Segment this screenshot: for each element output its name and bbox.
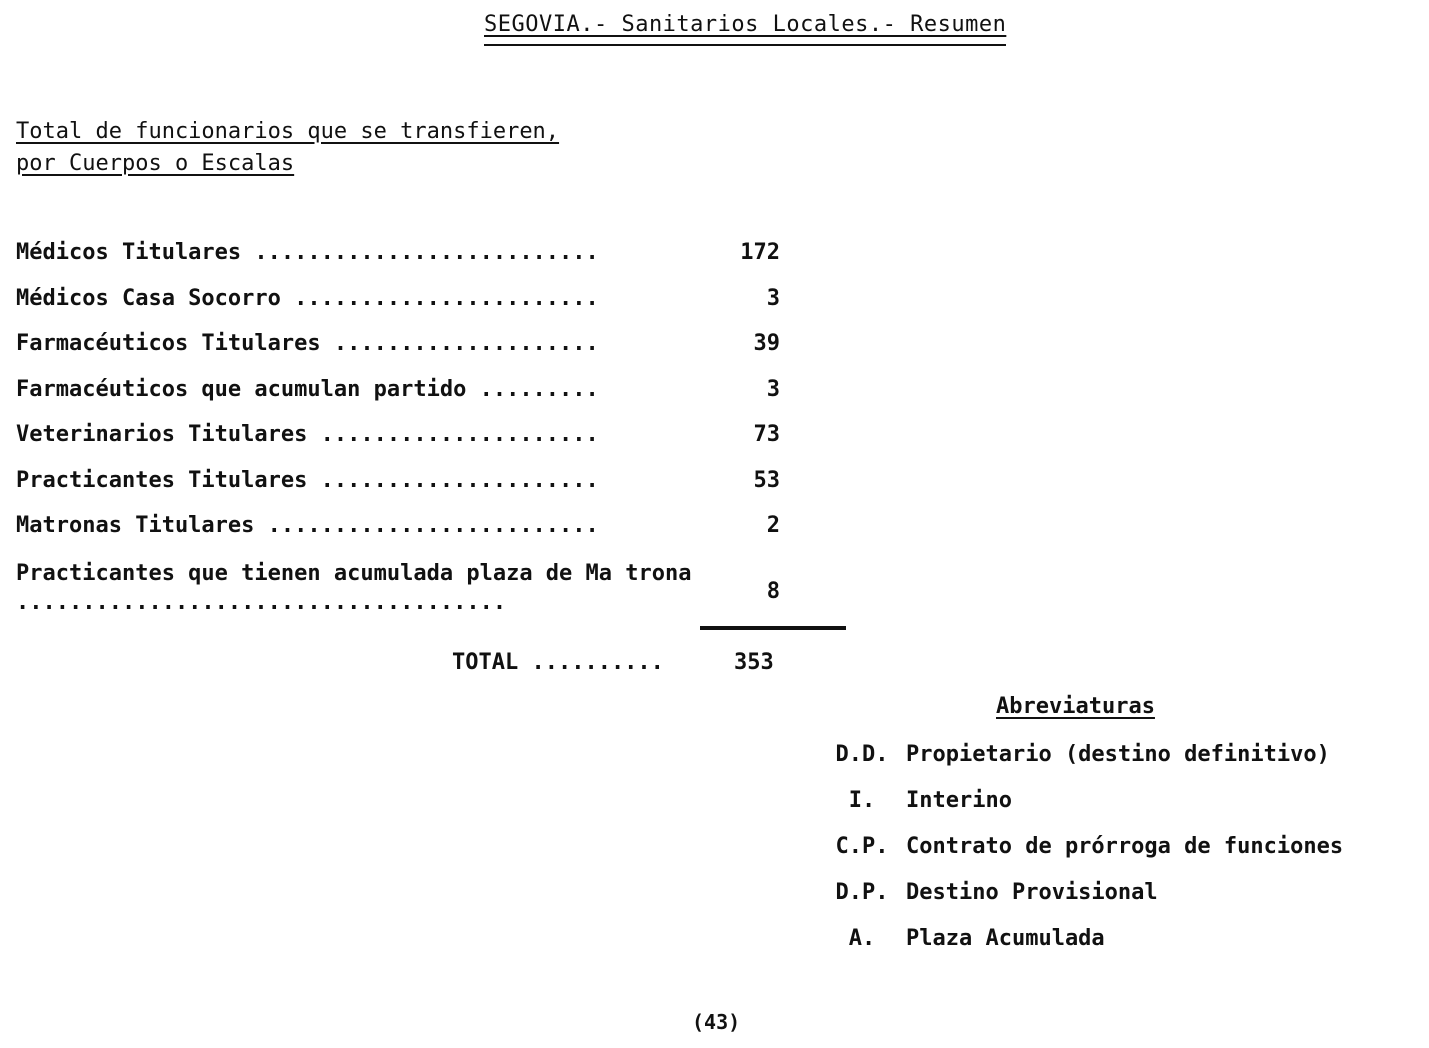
- total-label: TOTAL ..........: [452, 650, 664, 675]
- list-item: [16, 373, 796, 419]
- abbreviation-code: I.: [848, 788, 876, 813]
- section-subtitle: [16, 116, 559, 180]
- sum-divider: [700, 626, 846, 630]
- subtitle-line-2: por Cuerpos o Escalas: [16, 151, 295, 176]
- row-label: Médicos Casa Socorro .......................: [16, 285, 599, 311]
- list-item: [16, 555, 796, 617]
- row-value: 3: [766, 285, 780, 311]
- row-label: Farmacéuticos Titulares ....................: [16, 331, 599, 356]
- list-item: [16, 236, 796, 282]
- subtitle-line-1: Total de funcionarios que se transfieren,: [16, 119, 560, 144]
- abbreviation-code: C.P.: [835, 834, 889, 859]
- staff-summary-list: [16, 236, 796, 617]
- page-number: (43): [692, 1010, 741, 1034]
- row-label: Farmacéuticos que acumulan partido .........: [16, 376, 599, 402]
- row-label: Matronas Titulares .........................: [16, 513, 599, 538]
- abbreviation-code: D.D.: [835, 742, 889, 767]
- total-row: [452, 650, 774, 675]
- row-label: Practicantes que tienen acumulada plaza de Ma trona .....................................: [16, 560, 692, 615]
- abbreviation-meaning: Plaza Acumulada: [906, 926, 1105, 951]
- row-value: 172: [740, 240, 780, 265]
- row-value: 8: [766, 578, 780, 604]
- row-value: 3: [766, 376, 780, 402]
- abbreviation-meaning: Destino Provisional: [906, 880, 1158, 905]
- row-value: 53: [753, 467, 780, 493]
- row-label: Practicantes Titulares .....................: [16, 467, 599, 493]
- abbreviation-code: D.P.: [835, 880, 889, 905]
- abbreviation-meaning: Contrato de prórroga de funciones: [906, 834, 1344, 859]
- abbreviation-meaning: Propietario (destino definitivo): [906, 742, 1330, 767]
- row-value: 39: [753, 331, 780, 356]
- list-item: [16, 418, 796, 464]
- total-value: 353: [734, 650, 774, 675]
- abbreviation-meaning: Interino: [906, 788, 1012, 813]
- page-title: SEGOVIA.- Sanitarios Locales.- Resumen: [484, 12, 1007, 37]
- row-label: Veterinarios Titulares .....................: [16, 422, 599, 447]
- abbreviation-code: A.: [848, 926, 876, 951]
- list-item: [16, 464, 796, 510]
- list-item: [16, 509, 796, 555]
- row-label: Médicos Titulares ..........................: [16, 240, 599, 265]
- row-value: 73: [753, 422, 780, 447]
- abbreviations-heading: Abreviaturas: [996, 694, 1155, 719]
- row-value: 2: [766, 513, 780, 538]
- list-item: [16, 282, 796, 328]
- list-item: [16, 327, 796, 373]
